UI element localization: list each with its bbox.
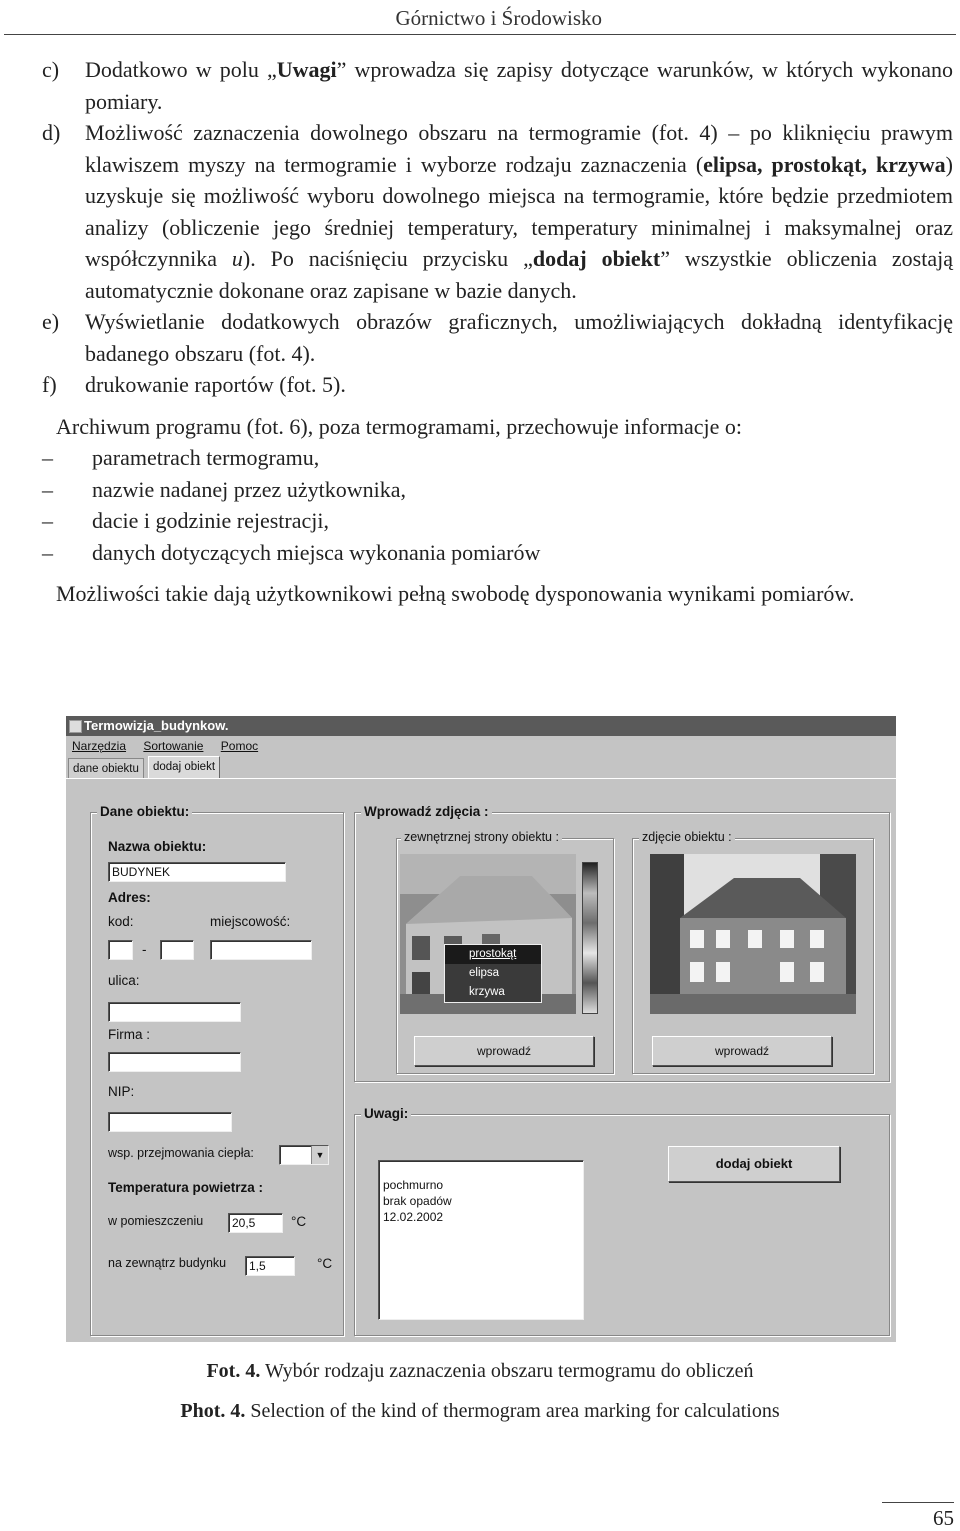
temperature-scale <box>582 862 598 1014</box>
caption-en-lead: Phot. 4. <box>180 1400 246 1422</box>
kod-input-1[interactable] <box>108 940 133 960</box>
list-item-text: elipsa, prostokąt, krzywa <box>703 151 946 177</box>
dash-item-text: danych dotyczących miejsca wykonania pomiarów <box>92 539 541 565</box>
caption-en-text: Selection of the kind of thermogram area marking for calculations <box>245 1400 780 1422</box>
app-icon <box>69 720 82 733</box>
miejscowosc-input[interactable] <box>210 940 312 960</box>
dane-obiektu-title: Dane obiektu: <box>97 804 192 819</box>
na-zew-unit: °C <box>317 1256 333 1271</box>
list-item-text: Wyświetlanie dodatkowych obrazów graficznych, umożliwiających dokładną identyfikację badanego obszaru (fot. 4). <box>85 309 953 366</box>
dash-item <box>0 537 960 569</box>
menu-pomoc[interactable]: Pomoc <box>220 739 259 753</box>
zdjecie-title: zdjęcie obiektu : <box>639 830 735 844</box>
kod-dash: - <box>142 942 147 957</box>
list-item-text: drukowanie raportów (fot. 5). <box>85 372 346 397</box>
closing-paragraph: Możliwości takie dają użytkownikowi pełną swobodę dysponowania wynikami pomiarów. <box>56 581 855 606</box>
list-item-text: ). Po naciśnięciu przycisku „ <box>242 246 533 271</box>
list-item-label: c) <box>42 57 60 82</box>
menu-narzedzia[interactable]: Narzędzia <box>72 739 127 753</box>
list-item-label: d) <box>42 120 61 145</box>
menu-sortowanie[interactable]: Sortowanie <box>143 739 204 753</box>
list-item-text: u <box>231 246 243 271</box>
list-item-text: ” wszystkie obliczenia zostają automatycznie dokonane oraz zapisane w bazie danych. <box>85 246 953 303</box>
dash-item-text: dacie i godzinie rejestracji, <box>92 508 329 533</box>
ulica-input[interactable] <box>108 1002 241 1022</box>
tab-divider <box>66 778 896 779</box>
caption-pl-text: Wybór rodzaju zaznaczenia obszaru termogramu do obliczeń <box>260 1360 754 1382</box>
page-number: 65 <box>933 1506 954 1530</box>
window-titlebar <box>66 716 896 736</box>
header-rule <box>4 34 956 35</box>
window-title: Termowizja_budynkow. <box>84 718 229 733</box>
uwagi-line: 12.02.2002 <box>383 1210 444 1224</box>
caption-pl <box>0 1360 960 1383</box>
dodaj-obiekt-button[interactable]: dodaj obiekt <box>668 1146 840 1182</box>
wprowadz-button-1[interactable]: wprowadź <box>414 1036 594 1066</box>
context-menu <box>444 944 542 1003</box>
caption-pl-lead: Fot. 4. <box>206 1360 261 1382</box>
body-text <box>0 54 960 610</box>
list-item <box>0 369 960 401</box>
nip-input[interactable] <box>108 1112 232 1132</box>
list-item-label: f) <box>42 372 57 397</box>
list-item-text: ) uzyskuje się możliwość wyboru dowolnego miejsca na termogramie, które będzie przedmiotem analizy (obliczenie jego średniej temperatury, temperatury minimalnej i maksymalnej oraz współczynnika <box>85 151 953 271</box>
chevron-down-icon[interactable]: ▼ <box>311 1146 328 1164</box>
list-item-label: e) <box>42 309 60 334</box>
miejscowosc-label: miejscowość: <box>210 914 291 929</box>
ulica-label: ulica: <box>108 973 140 988</box>
kod-label: kod: <box>108 914 134 929</box>
na-zew-label: na zewnątrz budynku <box>108 1256 227 1270</box>
list-item-text: Dodatkowo w polu „ <box>85 57 277 82</box>
dash-item <box>0 442 960 474</box>
item-list <box>0 54 960 401</box>
tab-dodaj-obiekt[interactable]: dodaj obiekt <box>148 756 220 779</box>
wprowadz-button-2[interactable]: wprowadź <box>652 1036 832 1066</box>
zewn-title: zewnętrznej strony obiektu : <box>401 830 562 844</box>
dash-bullet-icon: – <box>42 539 53 565</box>
dash-bullet-icon: – <box>42 476 53 502</box>
building-photo[interactable] <box>650 854 856 1014</box>
firma-input[interactable] <box>108 1052 241 1072</box>
temp-label: Temperatura powietrza : <box>108 1180 264 1195</box>
dash-item <box>0 505 960 537</box>
journal-title: Górnictwo i Środowisko <box>395 6 602 30</box>
tab-dane-obiektu[interactable]: dane obiektu <box>68 758 144 779</box>
na-zew-input[interactable]: 1,5 <box>245 1256 295 1276</box>
nip-label: NIP: <box>108 1084 135 1099</box>
menu-bar <box>66 736 896 756</box>
dash-list <box>0 442 960 568</box>
zdjecia-title: Wprowadź zdjęcia : <box>361 804 492 819</box>
list-item-text: Możliwość zaznaczenia dowolnego obszaru na termogramie (fot. 4) – po kliknięciu prawym klawiszem myszy na termogramie i wyborze rodzaju zaznaczenia ( <box>85 120 953 177</box>
uwagi-textarea[interactable] <box>378 1160 584 1320</box>
wsp-label: wsp. przejmowania ciepła: <box>108 1146 254 1160</box>
dash-item-text: nazwie nadanej przez użytkownika, <box>92 476 406 502</box>
list-item <box>0 117 960 306</box>
list-item-text: dodaj obiekt <box>532 246 661 271</box>
footer-rule <box>882 1502 954 1503</box>
w-pom-label: w pomieszczeniu <box>108 1214 204 1228</box>
ctx-krzywa[interactable]: krzywa <box>469 986 505 998</box>
uwagi-line: pochmurno <box>383 1178 444 1192</box>
nazwa-input[interactable]: BUDYNEK <box>108 862 286 882</box>
list-item <box>0 306 960 369</box>
uwagi-title: Uwagi: <box>361 1106 411 1121</box>
nazwa-label: Nazwa obiektu: <box>108 839 207 854</box>
archive-intro: Archiwum programu (fot. 6), poza termogramami, przechowuje informacje o: <box>56 413 743 439</box>
w-pom-unit: °C <box>291 1214 307 1229</box>
dash-item-text: parametrach termogramu, <box>92 445 320 470</box>
app-screenshot <box>66 716 896 1342</box>
dash-bullet-icon: – <box>42 508 53 533</box>
w-pom-input[interactable]: 20,5 <box>228 1213 283 1233</box>
ctx-prostokat[interactable]: prostokąt <box>445 945 541 964</box>
list-item-text: Uwagi <box>276 57 337 82</box>
caption-en <box>0 1400 960 1423</box>
firma-label: Firma : <box>108 1027 150 1042</box>
running-header <box>0 0 960 36</box>
list-item-text: ” wprowadza się zapisy dotyczące warunków, w których wykonano pomiary. <box>85 57 953 114</box>
list-item <box>0 54 960 117</box>
dash-item <box>0 474 960 506</box>
wsp-combo[interactable] <box>279 1145 329 1165</box>
kod-input-2[interactable] <box>160 940 194 960</box>
uwagi-line: brak opadów <box>383 1194 452 1208</box>
dash-bullet-icon: – <box>42 445 53 470</box>
ctx-elipsa[interactable]: elipsa <box>469 967 500 979</box>
adres-label: Adres: <box>108 890 151 905</box>
